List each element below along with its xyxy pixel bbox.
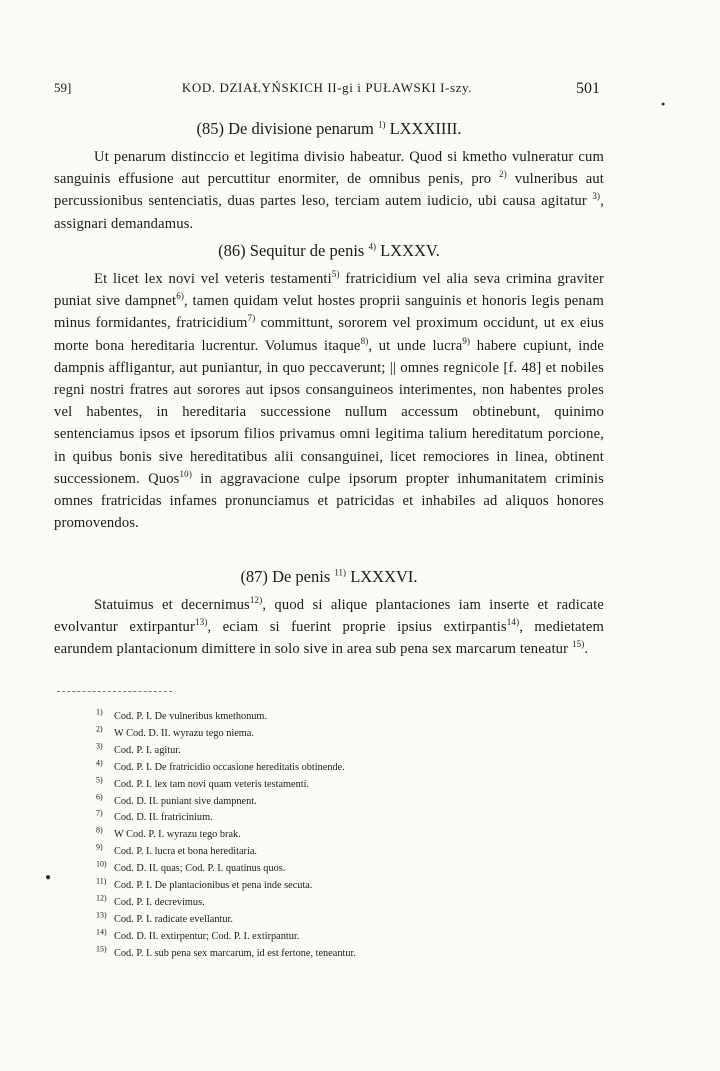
section-paragraph: Et licet lex novi vel veteris testamenti$^{5)}$ fratricidium vel alia seva crimina graviter puniat sive dampnet$^{6)}$, tamen quidam velut hostes proprii sanguinis et honoris legis penam minus formidantes, fratricidium$^{7)}$ committunt, sororem vel proximum occidunt, ut ex eius morte bona hereditaria lucrentur. Volumus itaque$^{8)}$, ut unde lucra$^{9)}$ habere cupiunt, inde dampnis affligantur, aut puniantur, in quo peccaverunt; || omnes regnicole [f. 48] et nobiles regni nostri fratres aut sorores aut ipsos consanguineos interimentes, non habentes proles vel habentes, in hereditaria successione nullum accessum obtinebunt, quinimo sentenciamus ipsos et ipsorum filios privamus omni legitima talium hereditatum porcione, in quibus bonis sive hereditatibus alii consanguinei, licet remociores in linea, obtinent successionem. Quos$^{10)}$ in aggravacione culpe ipsorum propter inhumanitatem criminis omnes fratricidas infames pronunciamus et patricidas et inhabiles ad aliquos honores promovendos. <box>54 269 605 532</box>
section-85 <box>54 118 604 235</box>
section-86 <box>54 240 604 534</box>
footnote: $^{3)}$ Cod. P. I. agitur. <box>96 741 181 756</box>
footnote: $^{9)}$ Cod. P. I. lucra et bona hereditaria. <box>96 842 257 858</box>
section-87 <box>54 566 604 661</box>
footnotes <box>96 709 516 963</box>
footnote: $^{15)}$ Cod. P. I. sub pena sex marcarum, id est fertone, teneantur. <box>96 944 356 959</box>
footnote: $^{4)}$ Cod. P. I. De fratricidio occasione hereditatis obtinende. <box>96 758 345 773</box>
folio-marker: 59] <box>54 80 72 95</box>
footnote: $^{1)}$ Cod. P. I. De vulneribus kmethonum. <box>96 707 268 722</box>
footnote: $^{8)}$ W Cod. P. I. wyrazu tego brak. <box>96 825 241 841</box>
section-heading: (86) Sequitur de penis $^{4)}$ LXXXV. <box>218 241 440 260</box>
running-title: KOD. DZIAŁYŃSKICH II-gi i PUŁAWSKI I-szy. <box>181 80 473 95</box>
footnote-divider <box>57 691 172 692</box>
page-number: 501 <box>576 80 600 97</box>
footnote: $^{11)}$ Cod. P. I. De plantacionibus et pena inde secuta. <box>96 876 313 892</box>
section-paragraph: Statuimus et decernimus$^{12)}$, quod si alique plantaciones iam inserte et radicate evolvantur extirpantur$^{13)}$, eciam si fuerint proprie ipsius extirpantis$^{14)}$, medietatem earundem plantacionum dimittere in solo sive in area sub pena sex marcarum teneatur $^{15)}$. <box>54 595 605 658</box>
footnote: $^{7)}$ Cod. D. II. fratricinium. <box>96 809 213 824</box>
footnote: $^{6)}$ Cod. D. II. puniant sive dampnent. <box>96 792 257 807</box>
section-paragraph: Ut penarum distinccio et legitima divisio habeatur. Quod si kmetho vulneratur cum sanguinis effusione aut percuttitur enormiter, de omnibus penis, pro $^{2)}$ vulneribus aut percussionibus sentenciatis, duas partes leso, terciam autem iudicio, ubi causa agitatur $^{3)}$, assignari demandamus. <box>54 149 604 232</box>
running-header <box>54 80 600 102</box>
section-heading: (87) De penis $^{11)}$ LXXXVI. <box>240 567 418 586</box>
footnote: $^{10)}$ Cod. D. II. quas; Cod. P. I. quatinus quos. <box>96 859 286 875</box>
footnote: $^{5)}$ Cod. P. I. lex tam novi quam veteris testamenti. <box>96 775 310 790</box>
footnote: $^{13)}$ Cod. P. I. radicate evellantur. <box>96 910 233 925</box>
footnote: $^{14)}$ Cod. D. II. extirpentur; Cod. P. I. extirpantur. <box>96 927 300 942</box>
scan-speck: ● <box>661 100 666 108</box>
section-heading: (85) De divisione penarum $^{1)}$ LXXXIIII. <box>196 119 462 138</box>
footnote: $^{2)}$ W Cod. D. II. wyrazu tego niema. <box>96 724 254 739</box>
scan-speck: ● <box>45 872 52 883</box>
footnote: $^{12)}$ Cod. P. I. decrevimus. <box>96 893 205 908</box>
